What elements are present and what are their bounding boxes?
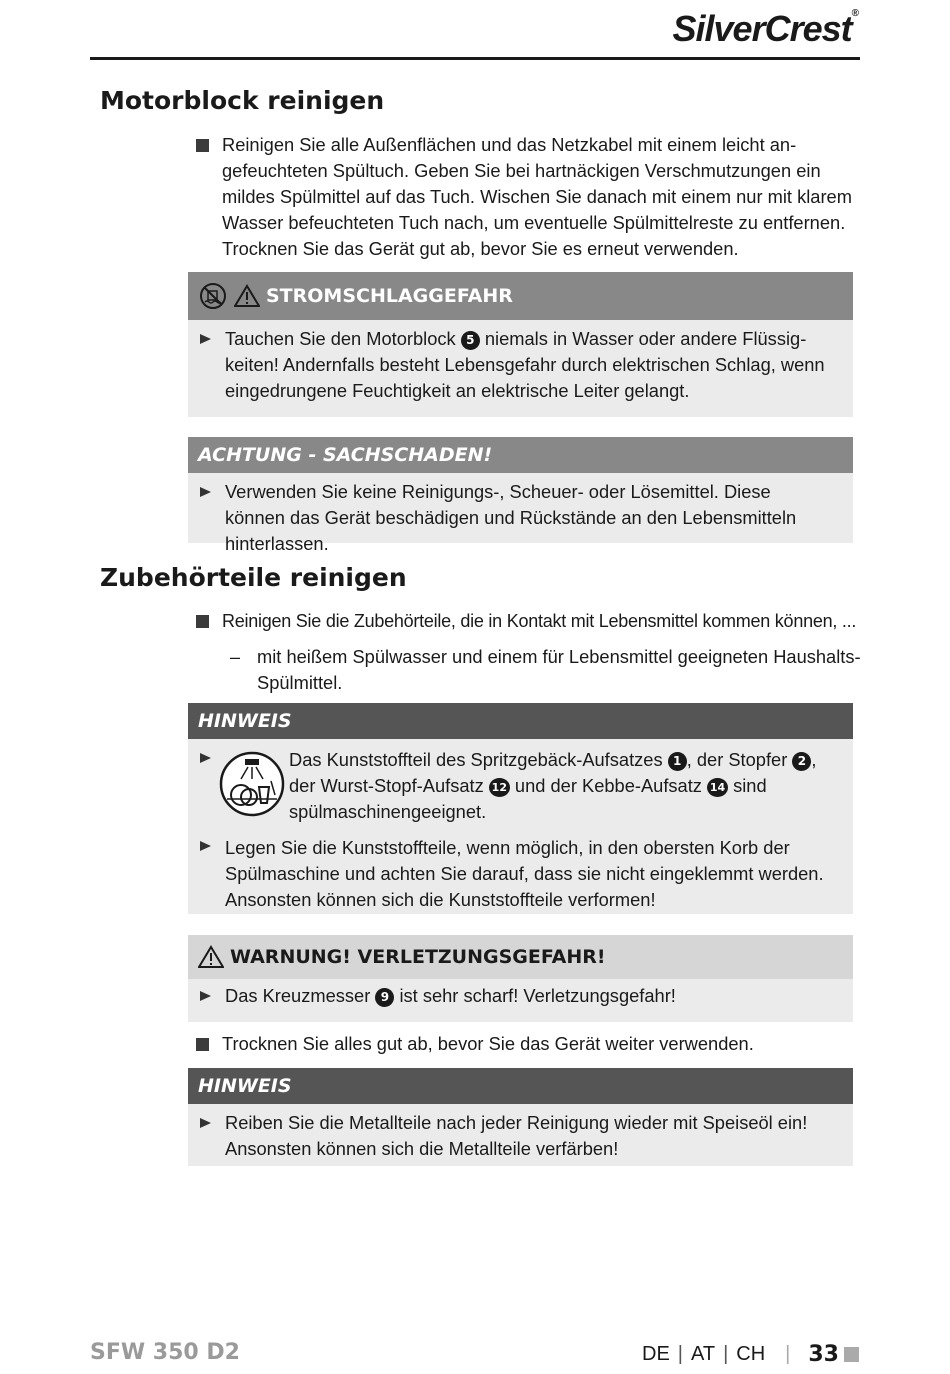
caution-item [188,473,853,565]
footer-square [844,1347,859,1362]
warning-text-a: Tauchen Sie den Motorblock [225,328,456,349]
note-item-metal [188,1104,853,1170]
warning-triangle-icon [198,945,224,969]
accessories-paragraph: Reinigen Sie die Zubehörteile, die in Kontakt mit Lebensmittel kommen können, ... [222,611,857,631]
reference-number: 2 [792,752,811,771]
reference-number: 14 [707,778,728,797]
note-dishwasher-text: Das Kunststoffteil des Spritzgebäck-Aufsatzes 1 , der Stopfer 2 , der Wurst-Stopf-Aufsatz 12 und der Kebbe-Aufsatz 14 sind spülmaschinengeeignet. [289,749,817,822]
warning-box-electric-shock [188,272,853,417]
footer-page-info [642,1342,859,1367]
warning-item [188,979,853,1017]
footer-model: SFW 350 D2 [90,1340,240,1365]
registered-mark: ® [851,8,858,19]
warning-box-title: WARNUNG! VERLETZUNGSGEFAHR! [230,946,606,968]
arrow-bullet [200,753,211,763]
note-item-dishwasher [188,739,853,833]
brand-logo [673,8,858,50]
note-box-header [188,1068,853,1104]
note-box-title: HINWEIS [198,1075,292,1097]
bullet-square [196,615,209,628]
warning-box-injury [188,935,853,1022]
caution-text: Verwenden Sie keine Reinigungs-, Scheuer- oder Lösemittel. Diese können das Gerät beschädigen und Rückstände an den Lebensmitteln hinterlassen. [225,481,797,554]
dash-bullet: – [230,647,241,667]
header-rule [90,57,860,60]
motorblock-paragraph: Reinigen Sie alle Außenflächen und das Netzkabel mit einem leicht an-gefeuchteten Spültuch. Geben Sie bei hartnäckigen Verschmutzungen ein mildes Spülmittel auf das Tuch. Wischen Sie danach mit einem nur mit klarem Wasser befeuchteten Tuch nach, um eventuelle Spülmittelreste zu entfernen. Trocknen Sie das Gerät gut ab, bevor Sie es erneut verwenden. [222,134,852,259]
no-immerse-icon [198,281,228,311]
bullet-square [196,139,209,152]
reference-number: 12 [489,778,510,797]
note-item-basket [188,833,853,921]
arrow-bullet [200,487,211,497]
arrow-bullet [200,334,211,344]
brand-name: SilverCrest [672,8,852,49]
note-basket-text: Legen Sie die Kunststoffteile, wenn möglich, in den obersten Korb der Spülmaschine und achten Sie darauf, dass sie nicht eingeklemmt werden. Ansonsten können sich die Kunststoffteile verformen! [225,837,824,910]
warning-box-header [188,935,853,979]
reference-number: 9 [375,988,394,1007]
warning-box-header [188,272,853,320]
warning-item [188,320,853,412]
caution-box-property-damage [188,437,853,554]
warning-box-title: STROMSCHLAGGEFAHR [266,285,513,307]
bullet-square [196,1038,209,1051]
reference-number: 1 [668,752,687,771]
section-title-motorblock: Motorblock reinigen [100,86,385,115]
divider: | [677,1343,683,1365]
lang-at: AT [691,1343,716,1365]
warning-text-b: niemals in Wasser oder andere Flüssig-keiten! Andernfalls besteht Lebensgefahr durch elektrischen Schlag, wenn eingedrungene Feuchtigkeit an elektrische Leiter gelangt. [225,328,825,401]
note-box-title: HINWEIS [198,710,292,732]
arrow-bullet [200,841,211,851]
note-metal-text: Reiben Sie die Metallteile nach jeder Reinigung wieder mit Speiseöl ein! Ansonsten können sich die Metallteile verfärben! [225,1112,808,1159]
page-number: 33 [808,1342,839,1367]
note-box-header [188,703,853,739]
reference-number: 5 [461,331,480,350]
section-title-accessories: Zubehörteile reinigen [100,563,407,592]
warning-text-b: ist sehr scharf! Verletzungsgefahr! [399,985,676,1006]
note-box-metal [188,1068,853,1166]
divider: | [723,1343,729,1365]
note-box-dishwasher [188,703,853,914]
divider: | [785,1343,791,1365]
lang-de: DE [642,1343,670,1365]
accessories-dash-item: mit heißem Spülwasser und einem für Lebensmittel geeigneten Haushalts-Spülmittel. [257,646,861,693]
arrow-bullet [200,991,211,1001]
caution-box-title: ACHTUNG - SACHSCHADEN! [198,444,493,466]
warning-triangle-icon [234,284,260,308]
caution-box-header [188,437,853,473]
dry-paragraph: Trocknen Sie alles gut ab, bevor Sie das Gerät weiter verwenden. [222,1033,754,1054]
lang-ch: CH [736,1343,766,1365]
arrow-bullet [200,1118,211,1128]
dishwasher-safe-icon [219,751,285,817]
warning-text-a: Das Kreuzmesser [225,985,371,1006]
